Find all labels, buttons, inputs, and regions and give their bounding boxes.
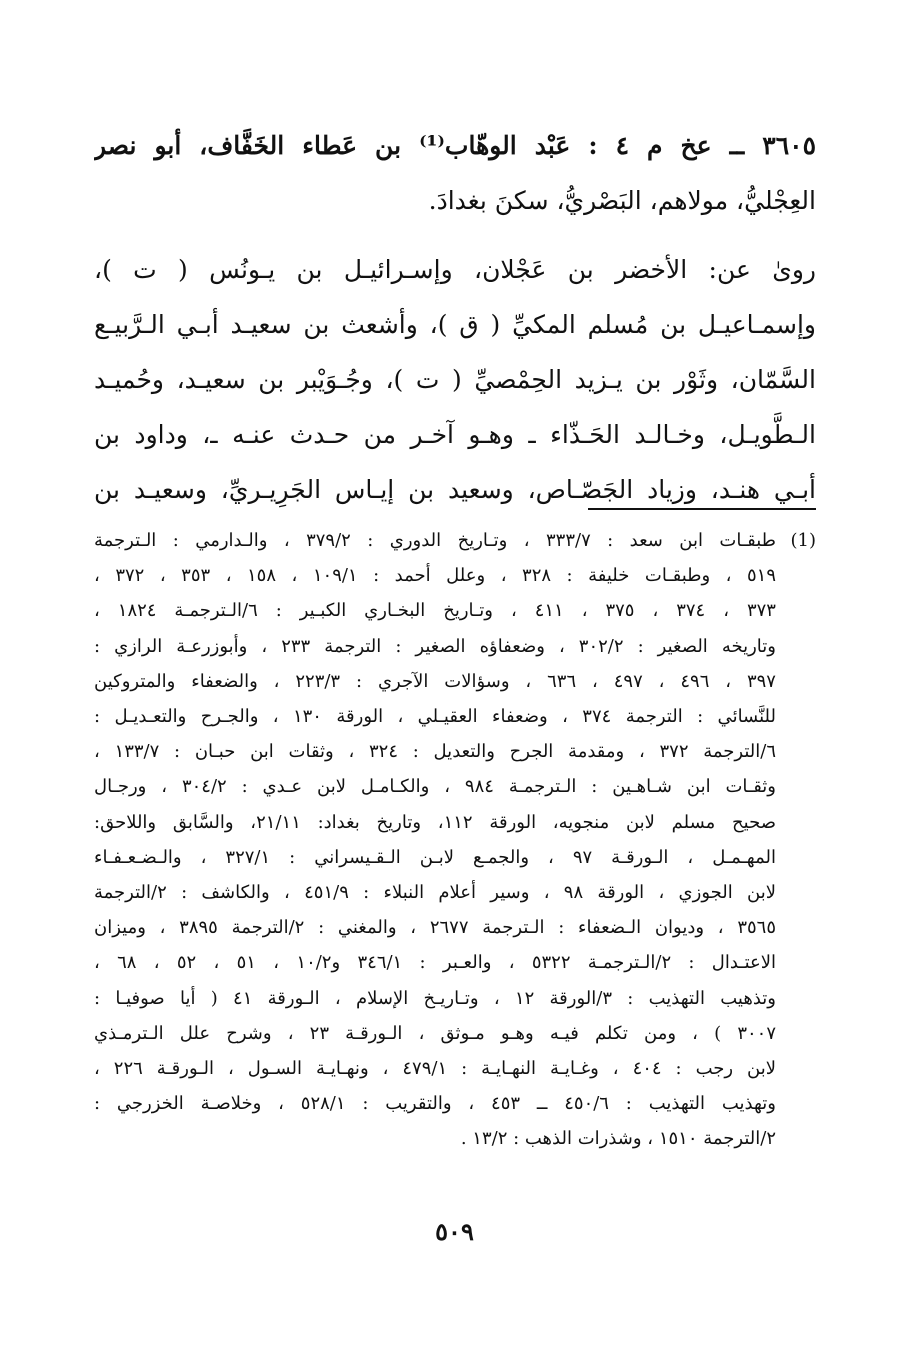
narrated-line: روىٰ عن: الأخضر بن عَجْلان، وإسـرائيـل بن يـونُس ( ت )،	[94, 255, 816, 284]
entry-heading-line: ٣٦٠٥ ــ عخ م ٤ : عَبْد الوهّاب⁽¹⁾ بن عَطاء الخَفَّاف، أبو نصر	[94, 131, 816, 160]
paragraph-gap	[94, 228, 816, 242]
narrated-line: السَّمّان، وثَوْر بن يـزيد الحِمْصيِّ ( ت )، وجُـوَيْبر بن سعيـد، وحُميـد	[94, 365, 816, 394]
footnote-line: وتذهيب التهذيب : ٣/الورقة ١٢ ، وتـاريـخ الإسلام ، الـورقة ٤١ ( أيا صوفيـا :	[94, 987, 776, 1009]
footnote-line: وتاريخه الصغير : ٣٠٢/٢ ، وضعفاؤه الصغير : الترجمة ٢٣٣ ، وأبوزرعـة الرازي :	[94, 635, 776, 657]
footnote-line: ٦/الترجمة ٣٧٢ ، ومقدمة الجرح والتعديل : ٣٢٤ ، وثقات ابن حبـان : ١٣٣/٧ ،	[94, 741, 776, 763]
entry-text	[94, 118, 816, 517]
footnote-line: ٣٧٣ ، ٣٧٤ ، ٣٧٥ ، ٤١١ ، وتـاريخ البخـاري الكبـير : ٦/الـترجمـة ١٨٢٤ ،	[94, 600, 776, 622]
footnote-line: طبقـات ابن سعد : ٣٣٣/٧ ، وتـاريخ الدوري : ٣٧٩/٢ ، والـدارمي : الـترجمة	[94, 530, 776, 551]
page-number: ٥٠٩	[435, 1217, 474, 1246]
entry-heading-line: العِجْليُّ، مولاهم، البَصْريُّ، سكنَ بغدادَ.	[428, 186, 816, 215]
footnote-line: ٢/الترجمة ١٥١٠ ، وشذرات الذهب : ١٣/٢ .	[460, 1128, 776, 1150]
footnote-line: ٣٩٧ ، ٤٩٦ ، ٤٩٧ ، ٦٣٦ ، وسؤالات الآجري : ٢٢٣/٣ ، والضعفاء والمتروكين	[94, 670, 776, 692]
footnote-line: وثقـات ابن شـاهـين : الـترجمـة ٩٨٤ ، والكـامـل لابن عـدي : ٣٠٤/٢ ، ورجـال	[94, 776, 776, 798]
footnote-line: المهـمـل ، الـورقـة ٩٧ ، والجمـع لابـن الـقـيسراني : ٣٢٧/١ ، والـضـعـفـاء	[94, 846, 776, 868]
footnote-line: الاعتـدال : ٢/الـترجمـة ٥٣٢٢ ، والعـبر : ٣٤٦/١ و١٠/٢ ، ٥١ ، ٥٢ ، ٦٨ ،	[94, 952, 776, 974]
footnote-line: صحيح مسلم لابن منجويه، الورقة ١١٢، وتاريخ بغداد: ٢١/١١، والسَّابق واللاحق:	[94, 811, 776, 833]
footnote-number: (1)	[790, 530, 816, 551]
narrated-line: الـطَّويـل، وخـالـد الحَـذّاء ـ وهـو آخـر من حـدث عنـه ـ، وداود بن	[94, 420, 816, 449]
footnote-line: لابن الجوزي ، الورقة ٩٨ ، وسير أعلام النبلاء : ٤٥١/٩ ، والكاشف : ٢/الترجمة	[94, 882, 776, 904]
narrated-line: أبـي هنـد، وزياد الجَصّـاص، وسعيد بن إيـاس الجَرِيـريِّ، وسعيـد بن	[94, 475, 816, 504]
narrated-line: وإسمـاعيـل بن مُسلم المكيِّ ( ق )، وأشعث بن سعيـد أبـي الـرَّبيـع	[94, 310, 816, 339]
footnote-line: ٥١٩ ، وطبقـات خليفة : ٣٢٨ ، وعلل أحمد : ١٠٩/١ ، ١٥٨ ، ٣٥٣ ، ٣٧٢ ،	[94, 565, 776, 587]
footnote-line: وتهذيب التهذيب : ٤٥٠/٦ ــ ٤٥٣ ، والتقريب : ٥٢٨/١ ، وخلاصـة الخزرجي :	[94, 1093, 776, 1115]
footnote-body	[94, 523, 776, 1157]
footnote-line: ٣٠٠٧ ) ، ومن تكلم فيـه وهـو مـوثق ، الـورقـة ٢٣ ، وشرح علل الـترمـذي	[94, 1022, 776, 1044]
footnote-line: ٣٥٦٥ ، وديوان الـضعفاء : الـترجمة ٢٦٧٧ ، والمغني : ٢/الترجمة ٣٨٩٥ ، وميزان	[94, 917, 776, 939]
footnote-line: للنَّسائي : الترجمة ٣٧٤ ، وضعفاء العقيـلي ، الورقة ١٣٠ ، والجـرح والتعـديـل :	[94, 706, 776, 728]
footnote-line: لابن رجب : ٤٠٤ ، وغـايـة النهـايـة : ٤٧٩/١ ، ونهـايـة السـول ، الـورقـة ٢٢٦ ،	[94, 1058, 776, 1080]
footnote-section	[94, 523, 816, 1157]
footnote-divider	[588, 508, 816, 510]
